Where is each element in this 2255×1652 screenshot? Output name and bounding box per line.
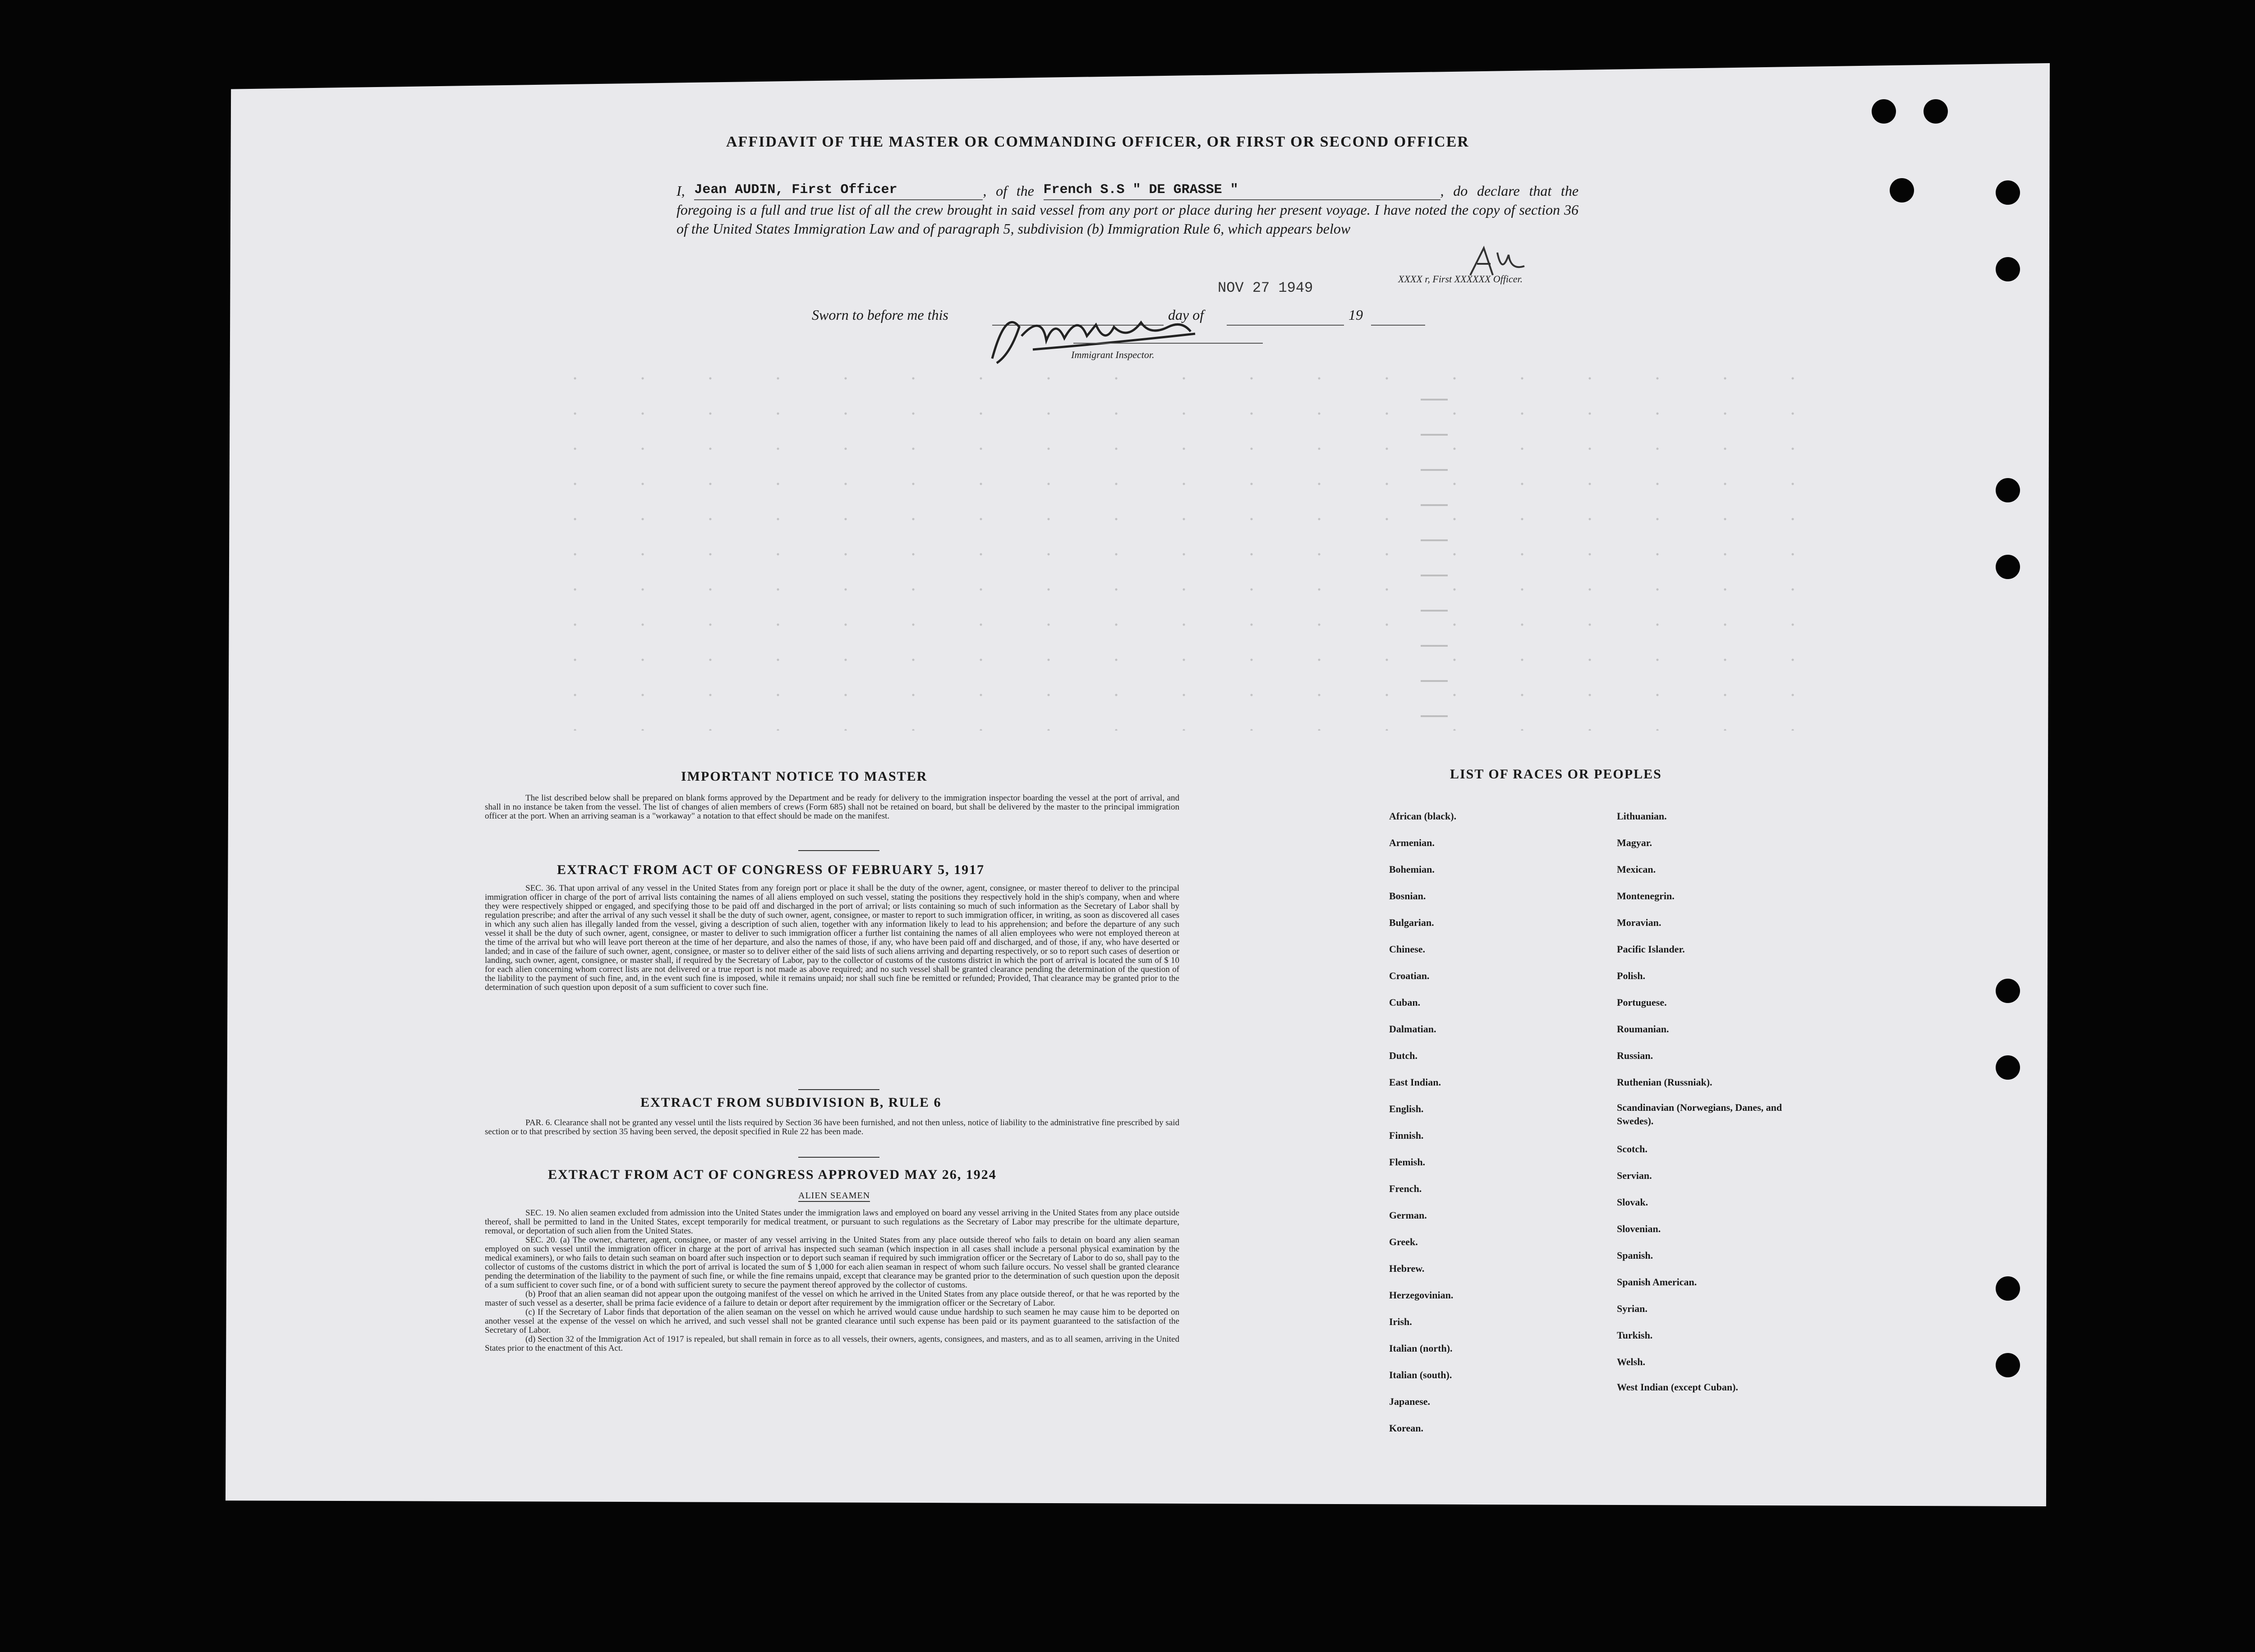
race-item: Flemish. <box>1389 1156 1426 1168</box>
notice-title: IMPORTANT NOTICE TO MASTER <box>681 769 928 784</box>
affidavit-body <box>676 180 1578 238</box>
sec-20a: SEC. 20. (a) The owner, charterer, agent, consignee, or master of any vessel arriving in the United States from any place outside thereof who fails to detain on board any alien seaman employed on such vessel until the immigration officer in charge at the port of arrival has inspected such seaman (which inspection in all cases shall include a personal physical examination by the medical examiners), or who fails to detain such seaman on board after such inspection or to deport such seaman if required by such immigration officer or the Secretary of Labor to do so, shall pay to the collector of customs of the customs district in which the port of arrival is located the sum of $ 1,000 for each alien seaman in respect of whom such failure occurs. No vessel shall be granted clearance pending the determination of the liability to the payment of such fine, or while the fine remains unpaid, except that clearance may be granted prior to the determination of such question upon the deposit of a sum sufficient to cover such fine, or of a bond with sufficient surety to secure the payment thereof approved by the collector of customs. <box>485 1235 1179 1290</box>
punch-hole <box>1872 99 1896 124</box>
officer-name: Jean AUDIN, First Officer <box>694 180 983 200</box>
divider <box>798 1089 879 1090</box>
race-item: Slovenian. <box>1617 1223 1661 1234</box>
race-item: Hebrew. <box>1389 1263 1425 1274</box>
race-item: Moravian. <box>1617 917 1661 928</box>
affidavit-statement: that the foregoing is a full and true list of all the crew brought in said vessel from any port or place during her present voyage. I have noted the copy of section 36 of the United States Immigration Law and of paragraph 5, subdivision (b) Immigration Rule 6, which appears below <box>676 183 1579 237</box>
race-item: Spanish American. <box>1617 1276 1697 1288</box>
affidavit-of-the: , of the <box>983 183 1034 199</box>
race-item: Spanish. <box>1617 1250 1653 1261</box>
race-item: Scandinavian (Norwegians, Danes, and Swedes). <box>1617 1102 1782 1127</box>
race-item: Slovak. <box>1617 1196 1648 1208</box>
race-item: French. <box>1389 1183 1422 1194</box>
sworn-before: Sworn to before me this <box>812 307 948 323</box>
day-of: day of <box>1168 307 1204 323</box>
race-item: Russian. <box>1617 1050 1653 1061</box>
punch-hole <box>1996 1353 2020 1377</box>
race-item: Greek. <box>1389 1236 1418 1247</box>
bleed-through-dashes <box>1421 365 1448 735</box>
sec-20c: (c) If the Secretary of Labor finds that deportation of the alien seaman on the vessel on which he arrived would cause undue hardship to such seamen he may cause him to be deported on another vessel at the expense of the vessel on which he arrived, and such vessel shall not be granted clearance until such expense has been paid or its payment guaranteed to the satisfaction of the Secretary of Labor. <box>485 1307 1179 1335</box>
affidavit-title: AFFIDAVIT OF THE MASTER OR COMMANDING OFFICER, OR FIRST OR SECOND OFFICER <box>726 133 1469 150</box>
race-item: Servian. <box>1617 1170 1652 1181</box>
race-item: Herzegovinian. <box>1389 1289 1454 1301</box>
race-item: Japanese. <box>1389 1396 1431 1407</box>
punch-hole <box>1996 1055 2020 1080</box>
inspector-caption: Immigrant Inspector. <box>1071 349 1155 360</box>
date-stamp: NOV 27 1949 <box>1218 280 1313 296</box>
punch-hole <box>1996 257 2020 281</box>
sworn-month-line <box>1227 325 1344 326</box>
race-item: Ruthenian (Russniak). <box>1617 1077 1712 1088</box>
races-title: LIST OF RACES OR PEOPLES <box>1450 767 1662 782</box>
divider <box>798 1157 879 1158</box>
affidavit-pronoun: I, <box>676 183 685 199</box>
year-prefix: 19 <box>1348 307 1363 323</box>
alien-seamen-subtitle: ALIEN SEAMEN <box>798 1191 870 1202</box>
race-item: Italian (south). <box>1389 1369 1452 1381</box>
race-item: Armenian. <box>1389 837 1435 848</box>
sec-20d: (d) Section 32 of the Immigration Act of 1917 is repealed, but shall remain in force as to all vessels, their owners, agents, consignees, and masters, and as to all seamen, arriving in the United States prior to the enactment of this Act. <box>485 1334 1179 1353</box>
inspector-line <box>1073 343 1263 344</box>
race-item: Pacific Islander. <box>1617 943 1685 955</box>
race-item: Bulgarian. <box>1389 917 1434 928</box>
notice-text: The list described below shall be prepared on blank forms approved by the Department and be ready for delivery to the immigration inspector boarding the vessel at the port of arrival, and shall in no instance be taken from the vessel. The list of changes of alien members of crews (Form 685) shall not be retained on board, but shall be delivered by the master to the principal immigration officer at the port. When an arriving seaman is a "workaway" a notation to that effect should be made on the manifest. <box>485 793 1179 821</box>
extract-rule6-title: EXTRACT FROM SUBDIVISION B, RULE 6 <box>640 1095 942 1110</box>
race-item: Welsh. <box>1617 1356 1645 1367</box>
race-item: Croatian. <box>1389 970 1430 981</box>
punch-hole <box>1996 1276 2020 1301</box>
officer-caption: XXXX r, First XXXXXX Officer. <box>1398 273 1523 285</box>
race-item: West Indian (except Cuban). <box>1617 1381 1738 1393</box>
divider <box>798 850 879 851</box>
sec-20b: (b) Proof that an alien seaman did not appear upon the outgoing manifest of the vessel on which he arrived in the United States from any place outside thereof, or that he was reported by the master of such vessel as a deserter, shall be prima facie evidence of a failure to detain or deport after requirement by the immigration officer or the Secretary of Labor. <box>485 1289 1179 1308</box>
race-item: Portuguese. <box>1617 997 1667 1008</box>
punch-hole <box>1996 478 2020 502</box>
extract-1924-title: EXTRACT FROM ACT OF CONGRESS APPROVED MAY 26, 1924 <box>548 1167 997 1182</box>
race-item: Turkish. <box>1617 1330 1653 1341</box>
punch-hole <box>1924 99 1948 124</box>
punch-hole <box>1996 979 2020 1003</box>
extract-1924-text <box>485 1209 1179 1353</box>
race-item: Dalmatian. <box>1389 1023 1436 1035</box>
inspector-signature <box>979 300 1231 372</box>
race-item: Lithuanian. <box>1617 810 1667 822</box>
punch-hole <box>1996 555 2020 579</box>
race-item: African (black). <box>1389 810 1457 822</box>
extract-1917-title: EXTRACT FROM ACT OF CONGRESS OF FEBRUARY 5, 1917 <box>557 862 985 877</box>
race-item: Italian (north). <box>1389 1343 1453 1354</box>
race-item: Cuban. <box>1389 997 1421 1008</box>
race-item: Bohemian. <box>1389 864 1435 875</box>
races-column-1 <box>1389 803 1578 1441</box>
race-item: Magyar. <box>1617 837 1652 848</box>
race-item: Roumanian. <box>1617 1023 1669 1035</box>
sec-19: SEC. 19. No alien seamen excluded from admission into the United States under the immigration laws and employed on board any vessel arriving in the United States from any place outside thereof, shall be permitted to land in the United States, except temporarily for medical treatment, or pursuant to such regulations as the Secretary of Labor may prescribe for the ultimate departure, removal, or deportation of such alien from the United States. <box>485 1208 1179 1236</box>
race-item: Mexican. <box>1617 864 1656 875</box>
race-item: Dutch. <box>1389 1050 1417 1061</box>
race-item: East Indian. <box>1389 1077 1441 1088</box>
vessel-name: French S.S " DE GRASSE " <box>1044 180 1440 200</box>
race-item: German. <box>1389 1210 1427 1221</box>
race-item: Syrian. <box>1617 1303 1648 1314</box>
race-item: Korean. <box>1389 1422 1423 1434</box>
race-item: Scotch. <box>1617 1143 1648 1155</box>
races-column-2 <box>1617 803 1811 1394</box>
race-item: Bosnian. <box>1389 890 1426 902</box>
bleed-through-marks <box>541 361 1849 731</box>
extract-rule6-text: PAR. 6. Clearance shall not be granted any vessel until the lists required by Section 36 have been furnished, and not then unless, notice of liability to the administrative fine prescribed by said section or to that prescribed by section 35 having been served, the deposit specified in Rule 22 has been made. <box>485 1118 1179 1137</box>
affidavit-declare: , do declare <box>1440 183 1520 199</box>
race-item: Finnish. <box>1389 1130 1424 1141</box>
extract-1917-text: SEC. 36. That upon arrival of any vessel in the United States from any foreign port or place it shall be the duty of the owner, agent, consignee, or master thereof to deliver to the principal immigration officer in charge of the port of arrival lists containing the names of all aliens employed on such vessel, stating the positions they respectively hold in the ship's company, when and where they were respectively shipped or engaged, and specifying those to be paid off and discharged in the port of arrival; or lists containing so much of such information as the Secretary of Labor shall by regulation prescribe; and after the arrival of any such vessel it shall be the duty of such owner, agent, consignee, or master to report to such immigration officer, in writing, as soon as discovered all cases in which any such alien has illegally landed from the vessel, giving a description of such alien, together with any information likely to lead to his apprehension; and before the departure of any such vessel it shall be the duty of such owner, agent, consignee, or master to deliver to such immigration officer a further list containing the names of all alien employees who were not employed thereon at the time of the arrival but who will leave port thereon at the time of her departure, and also the names of those, if any, who have been paid off and discharged, and of those, if any, who have deserted or landed; and in case of the failure of such owner, agent, consignee, or master so to deliver either of the said lists of such aliens arriving and departing respectively, or so to report such cases of desertion or landing, such owner, agent, consignee, or master shall, if required by the Secretary of Labor, pay to the collector of customs of the customs district in which the port of arrival is located the sum of $ 10 for each alien concerning whom correct lists are not delivered or a true report is not made as above required; and no such vessel shall be granted clearance pending the determination of the question of the liability to the payment of such fine, and, in the event such fine is imposed, while it remains unpaid; nor shall such fine be remitted or refunded; Provided, That clearance may be granted prior to the determination of such question upon deposit of a sum sufficient to cover such fine. <box>485 884 1179 992</box>
race-item: Polish. <box>1617 970 1645 981</box>
race-item: Irish. <box>1389 1316 1412 1327</box>
punch-hole <box>1890 178 1914 202</box>
race-item: Montenegrin. <box>1617 890 1675 902</box>
punch-hole <box>1996 180 2020 205</box>
race-item: Chinese. <box>1389 943 1426 955</box>
sworn-year-line <box>1371 325 1425 326</box>
race-item: English. <box>1389 1103 1424 1114</box>
